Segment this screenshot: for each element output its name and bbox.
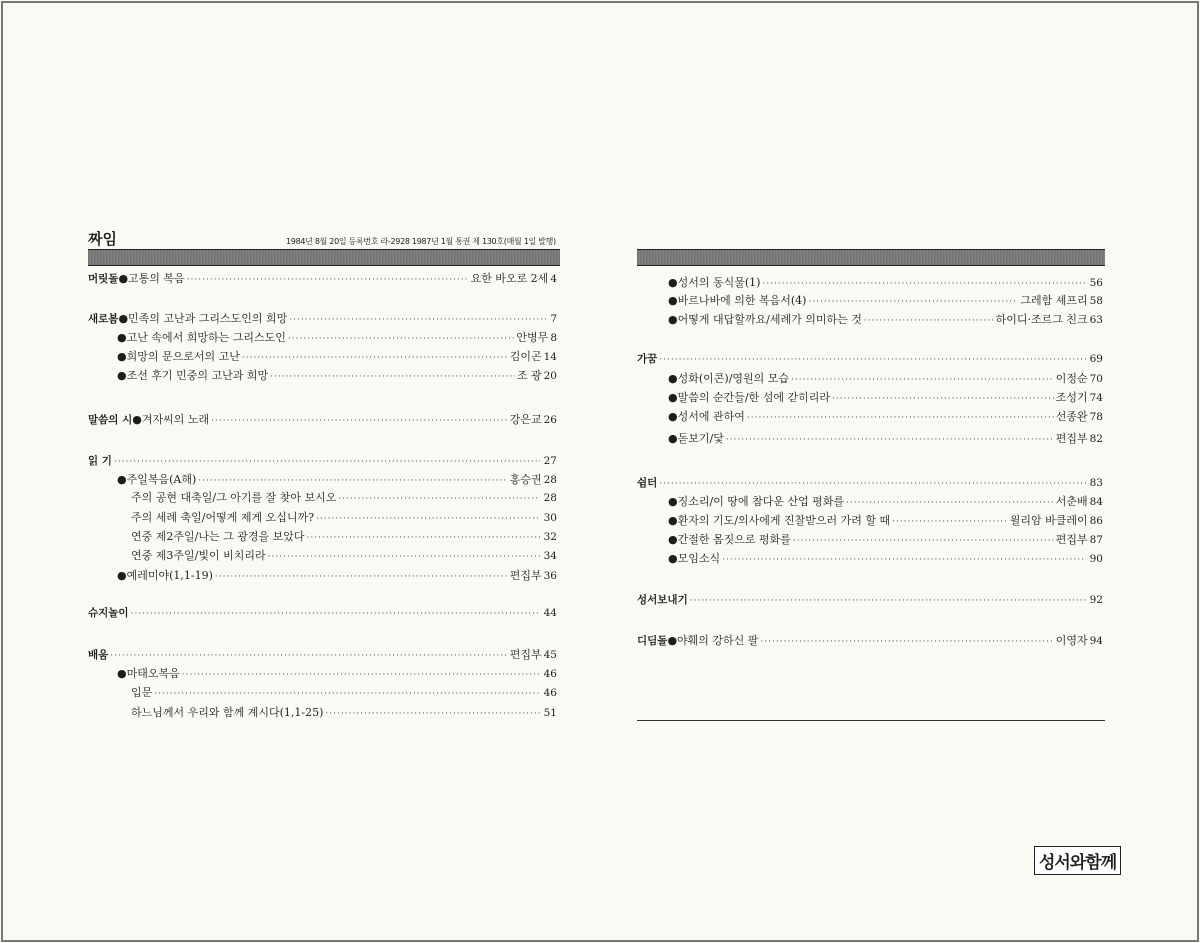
- section-label: 머릿돌: [88, 273, 119, 285]
- entry-title: 겨자씨의 노래: [141, 413, 210, 426]
- bullet-icon: ●: [668, 313, 678, 326]
- toc-entry[interactable]: [88, 606, 557, 621]
- entry-title: 성서에 관하여: [677, 410, 745, 423]
- entry-title: 연중 제2주일/나는 그 광경을 보았다: [131, 530, 305, 543]
- page-number: 26: [543, 414, 557, 426]
- toc-entry[interactable]: [668, 294, 1103, 309]
- section-label: 읽 기: [88, 455, 112, 467]
- page-number: 7: [550, 313, 557, 325]
- leader-dots: [808, 295, 1018, 309]
- leader-dots: [726, 433, 1054, 447]
- entry-author: 서춘배: [1055, 495, 1088, 508]
- page-number: 8: [550, 332, 557, 344]
- page-number: 30: [543, 512, 557, 524]
- toc-entry[interactable]: [88, 413, 557, 428]
- entry-title: 입문: [131, 686, 153, 699]
- leader-dots: [832, 392, 1054, 406]
- entry-title: 야훼의 강하신 팔: [677, 634, 759, 647]
- bullet-icon: ●: [668, 276, 678, 289]
- entry-author: 홍승권: [509, 473, 542, 486]
- entry-title: 돋보기/닻: [677, 432, 724, 445]
- bullet-icon: ●: [117, 569, 127, 582]
- page-number: 28: [543, 492, 557, 504]
- leader-dots: [659, 477, 1085, 491]
- entry-title: 말씀의 순간들/한 섬에 갇히리라: [677, 391, 830, 404]
- bullet-icon: ●: [668, 495, 678, 508]
- section-label: 가꿈: [637, 353, 658, 365]
- toc-entry[interactable]: [117, 369, 557, 384]
- page-number: 63: [1089, 314, 1103, 326]
- section-label: 성서보내기: [637, 594, 688, 606]
- toc-entry[interactable]: [668, 372, 1103, 387]
- toc-entry[interactable]: [117, 473, 557, 488]
- bullet-icon: ●: [668, 372, 678, 385]
- leader-dots: [268, 550, 540, 564]
- toc-entry[interactable]: [668, 514, 1103, 529]
- page-number: 51: [543, 707, 557, 719]
- bullet-icon: ●: [117, 473, 127, 486]
- leader-dots: [793, 534, 1054, 548]
- bullet-icon: ●: [117, 331, 127, 344]
- leader-dots: [154, 687, 539, 701]
- page-number: 45: [543, 649, 557, 661]
- page-number: 4: [550, 273, 557, 285]
- leader-dots: [187, 273, 469, 287]
- leader-dots: [760, 635, 1053, 649]
- entry-author: 이정순: [1055, 372, 1088, 385]
- section-label: 슈지놀이: [88, 607, 129, 619]
- leader-dots: [325, 707, 539, 721]
- leader-dots: [306, 531, 539, 545]
- page-number: 84: [1089, 496, 1103, 508]
- entry-author: 그레함 셰프리: [1020, 294, 1088, 307]
- page-number: 56: [1089, 277, 1103, 289]
- toc-entry[interactable]: [131, 549, 557, 564]
- entry-author: 조 광: [516, 369, 542, 382]
- toc-entry[interactable]: [668, 391, 1103, 406]
- leader-dots: [892, 515, 1008, 529]
- leader-dots: [242, 351, 508, 365]
- toc-entry[interactable]: [637, 476, 1103, 491]
- entry-author: 편집부: [1055, 432, 1088, 445]
- entry-author: 하이디·조르그 친크: [995, 313, 1088, 326]
- page-number: 27: [543, 455, 557, 467]
- page-number: 70: [1089, 373, 1103, 385]
- section-label: 새로봄: [88, 313, 119, 325]
- entry-author: 안병무: [516, 331, 549, 344]
- entry-author: 편집부: [509, 648, 542, 661]
- entry-title: 연중 제3주일/빛이 비치리라: [131, 549, 266, 562]
- entry-title: 마태오복음: [126, 667, 180, 680]
- toc-entry[interactable]: [131, 706, 557, 721]
- bullet-icon: ●: [668, 514, 678, 527]
- page-number: 74: [1089, 392, 1103, 404]
- toc-entry[interactable]: [668, 276, 1103, 291]
- bottom-rule: [637, 720, 1105, 721]
- toc-entry[interactable]: [637, 634, 1103, 649]
- page-number: 46: [543, 668, 557, 680]
- entry-title: 주의 세례 축일/어떻게 제게 오십니까?: [131, 511, 314, 524]
- section-label: 말씀의 시: [88, 414, 133, 426]
- page-number: 46: [543, 687, 557, 699]
- bullet-icon: ●: [117, 369, 127, 382]
- leader-dots: [722, 553, 1086, 567]
- leader-dots: [270, 370, 515, 384]
- entry-title: 주의 공현 대축일/그 아기를 잘 찾아 보시오: [131, 491, 337, 504]
- entry-author: 윌리암 바클레이: [1009, 514, 1088, 527]
- toc-entry[interactable]: [131, 511, 557, 526]
- page-number: 14: [543, 351, 557, 363]
- toc-entry[interactable]: [131, 530, 557, 545]
- bullet-icon: ●: [118, 312, 129, 325]
- bullet-icon: ●: [668, 533, 678, 546]
- toc-entry[interactable]: [131, 491, 557, 506]
- bullet-icon: ●: [668, 552, 678, 565]
- page-number: 82: [1089, 433, 1103, 445]
- page-number: 44: [543, 607, 557, 619]
- leader-dots: [289, 313, 546, 327]
- entry-title: 어떻게 대답할까요/세례가 의미하는 것: [677, 313, 862, 326]
- entry-author: 김이곤: [509, 350, 542, 363]
- entry-author: 요한 바오로 2세: [470, 272, 549, 285]
- leader-dots: [762, 277, 1085, 291]
- header-bar: [637, 249, 1105, 266]
- leader-dots: [182, 668, 540, 682]
- entry-title: 주일복음(A해): [126, 473, 197, 486]
- header-bar: [88, 249, 560, 266]
- entry-author: 선종완: [1055, 410, 1088, 423]
- page-number: 87: [1089, 534, 1103, 546]
- toc-entry[interactable]: [88, 312, 557, 327]
- toc-entry[interactable]: [637, 352, 1103, 367]
- toc-entry[interactable]: [668, 495, 1103, 510]
- page-number: 28: [543, 474, 557, 486]
- toc-entry[interactable]: [88, 454, 557, 469]
- toc-entry[interactable]: [88, 648, 557, 663]
- bullet-icon: ●: [668, 294, 678, 307]
- leader-dots: [131, 607, 540, 621]
- toc-entry[interactable]: [117, 350, 557, 365]
- bullet-icon: ●: [668, 410, 678, 423]
- bullet-icon: ●: [132, 413, 142, 426]
- entry-author: 강은교: [509, 413, 542, 426]
- toc-entry[interactable]: [668, 432, 1103, 447]
- right-page: [600, 0, 1200, 943]
- leader-dots: [110, 649, 507, 663]
- bullet-icon: ●: [118, 272, 129, 285]
- entry-title: 환자의 기도/의사에게 진찰받으러 가려 할 때: [677, 514, 891, 527]
- entry-title: 고통의 복음: [128, 272, 185, 285]
- toc-entry[interactable]: [131, 686, 557, 701]
- leader-dots: [114, 455, 540, 469]
- entry-title: 징소리/이 땅에 참다운 산업 평화를: [677, 495, 845, 508]
- page-number: 90: [1089, 553, 1103, 565]
- leader-dots: [338, 492, 539, 506]
- page-number: 58: [1089, 295, 1103, 307]
- toc-entry[interactable]: [637, 593, 1103, 608]
- leader-dots: [198, 474, 507, 488]
- entry-author: 편집부: [509, 569, 542, 582]
- leader-dots: [211, 414, 508, 428]
- page-number: 34: [543, 550, 557, 562]
- page-number: 92: [1089, 594, 1103, 606]
- entry-title: 성서의 동식물(1): [677, 276, 761, 289]
- entry-author: 편집부: [1055, 533, 1088, 546]
- toc-entry[interactable]: [88, 272, 557, 287]
- leader-dots: [690, 594, 1086, 608]
- page-number: 69: [1089, 353, 1103, 365]
- bullet-icon: ●: [668, 432, 678, 445]
- bullet-icon: ●: [117, 350, 127, 363]
- toc-entry[interactable]: [668, 533, 1103, 548]
- entry-title: 고난 속에서 희망하는 그리스도인: [126, 331, 286, 344]
- leader-dots: [288, 332, 515, 346]
- entry-title: 민족의 고난과 그리스도인의 희망: [128, 312, 288, 325]
- bullet-icon: ●: [117, 667, 127, 680]
- leader-dots: [215, 570, 508, 584]
- page-number: 83: [1089, 477, 1103, 489]
- toc-entry[interactable]: [117, 667, 557, 682]
- leader-dots: [316, 512, 540, 526]
- toc-entry[interactable]: [117, 569, 557, 584]
- section-label: 배움: [88, 649, 109, 661]
- entry-author: 조성기: [1055, 391, 1088, 404]
- entry-title: 바르나바에 의한 복음서(4): [677, 294, 807, 307]
- page-number: 20: [543, 370, 557, 382]
- entry-title: 예레미야(1,1-19): [126, 569, 213, 582]
- entry-title: 간절한 몸짓으로 평화를: [677, 533, 791, 546]
- toc-entry[interactable]: [668, 313, 1103, 328]
- section-label: 디딤돌: [637, 635, 668, 647]
- toc-entry[interactable]: [668, 410, 1103, 425]
- toc-entry[interactable]: [668, 552, 1103, 567]
- leader-dots: [846, 496, 1054, 510]
- page-number: 36: [543, 570, 557, 582]
- leader-dots: [747, 411, 1054, 425]
- toc-entry[interactable]: [117, 331, 557, 346]
- page-number: 86: [1089, 515, 1103, 527]
- entry-title: 모임소식: [677, 552, 721, 565]
- leader-dots: [791, 373, 1054, 387]
- bullet-icon: ●: [668, 391, 678, 404]
- page-number: 78: [1089, 411, 1103, 423]
- leader-dots: [659, 353, 1085, 367]
- page-number: 94: [1089, 635, 1103, 647]
- entry-title: 성화(이콘)/영원의 모습: [677, 372, 790, 385]
- toc-title: 짜임: [88, 230, 117, 248]
- entry-title: 하느님께서 우리와 함께 계시다(1,1-25): [131, 706, 324, 719]
- leader-dots: [864, 314, 994, 328]
- entry-title: 희망의 문으로서의 고난: [126, 350, 240, 363]
- publication-info: 1984년 8월 20일 등록번호 라-2928 1987년 1월 통권 제 130호(매월 1일 발행): [286, 237, 556, 246]
- bullet-icon: ●: [667, 634, 678, 647]
- section-label: 쉼터: [637, 477, 658, 489]
- page-number: 32: [543, 531, 557, 543]
- entry-title: 조선 후기 민중의 고난과 희망: [126, 369, 269, 382]
- entry-author: 이영자: [1055, 634, 1088, 647]
- brand-logo: 성서와함께: [1034, 846, 1121, 875]
